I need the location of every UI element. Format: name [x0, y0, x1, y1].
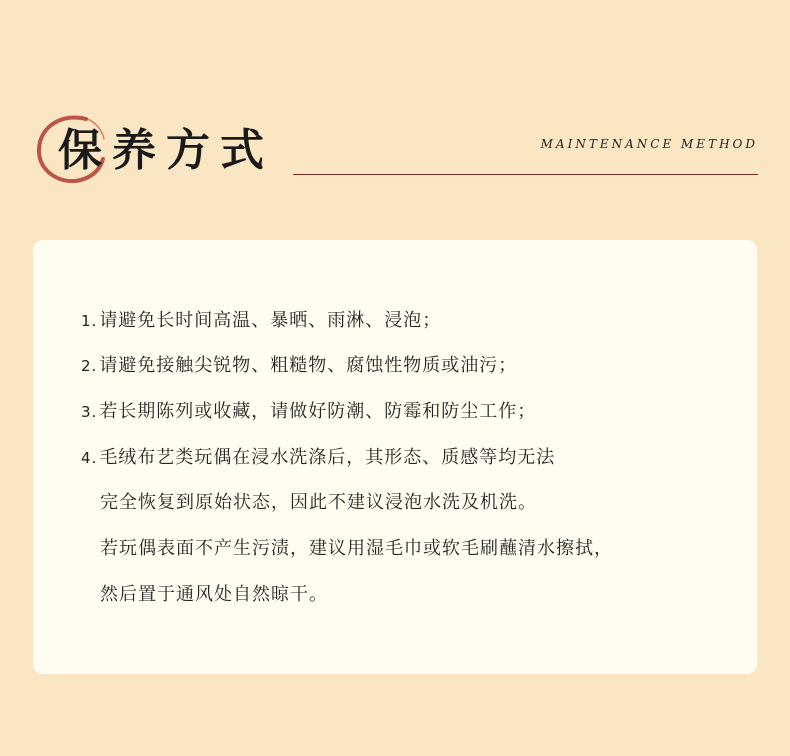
item-text: 毛绒布艺类玩偶在浸水洗涤后，其形态、质感等均无法	[99, 447, 556, 468]
maintenance-card	[33, 240, 757, 674]
page-title: 保养方式	[58, 125, 274, 176]
list-item	[81, 309, 441, 333]
continuation-line: 完全恢复到原始状态，因此不建议浸泡水洗及机洗。	[100, 492, 537, 513]
continuation-line: 若玩偶表面不产生污渍，建议用湿毛巾或软毛刷蘸清水擦拭，	[100, 538, 613, 559]
page-subtitle: MAINTENANCE METHOD	[540, 137, 758, 151]
title-divider	[293, 174, 758, 175]
list-item	[81, 354, 517, 378]
header	[0, 0, 790, 240]
item-number: 1.	[81, 312, 98, 330]
list-item	[81, 446, 555, 470]
item-number: 3.	[81, 403, 98, 421]
continuation-line: 然后置于通风处自然晾干。	[100, 584, 328, 605]
item-number: 4.	[81, 449, 98, 467]
item-text: 请避免接触尖锐物、粗糙物、腐蚀性物质或油污；	[99, 355, 518, 376]
item-number: 2.	[81, 357, 98, 375]
item-text: 请避免长时间高温、暴晒、雨淋、浸泡；	[99, 310, 442, 331]
item-text: 若长期陈列或收藏，请做好防潮、防霉和防尘工作；	[99, 401, 537, 422]
list-item	[81, 400, 536, 424]
